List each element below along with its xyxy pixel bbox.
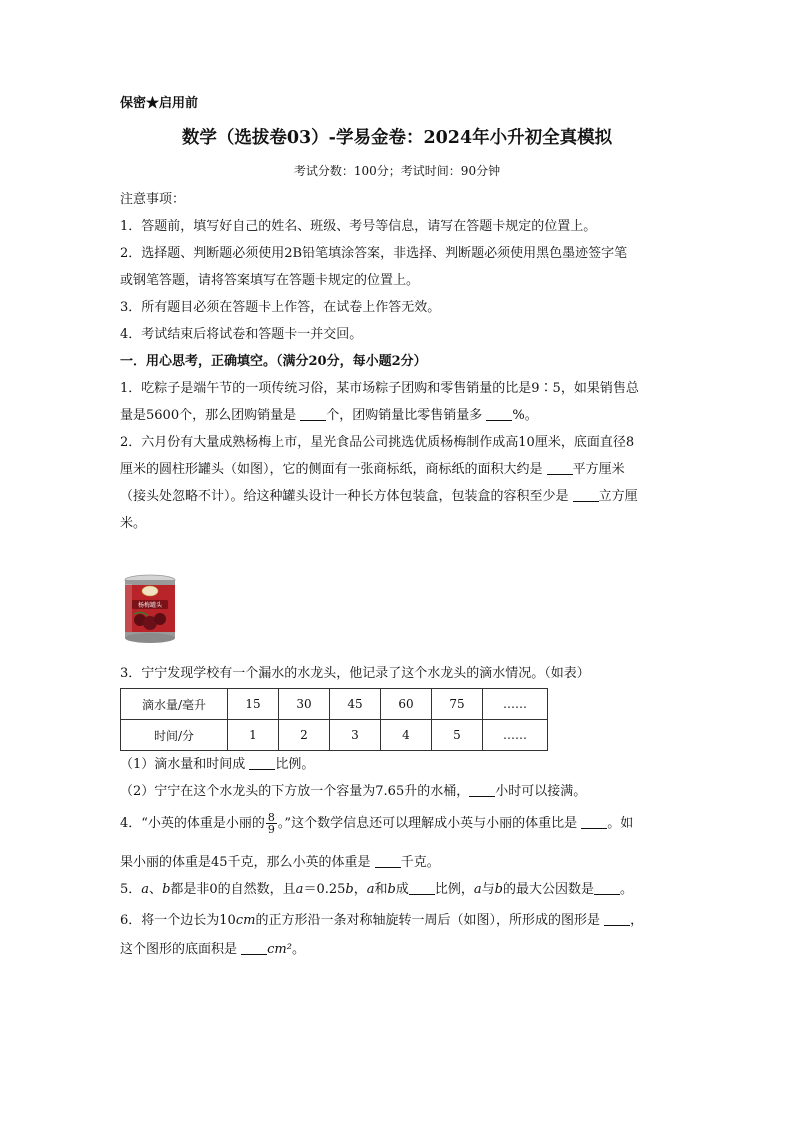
exam-title: 数学（选拔卷03）-学易金卷：2024年小升初全真模拟 <box>181 128 613 148</box>
q3-sub2: （2）宁宁在这个水龙头的下方放一个容量为7.65升的水桶， 小时可以接满。 <box>120 784 587 799</box>
table-row <box>121 720 548 751</box>
table-cell: 2 <box>279 720 330 751</box>
can-label: 杨梅罐头 <box>137 602 163 609</box>
q3-sub1: （1）滴水量和时间成 比例。 <box>120 757 315 772</box>
drip-table <box>120 688 548 751</box>
table-cell: 4 <box>381 720 432 751</box>
q1-line1: 1．吃粽子是端午节的一项传统习俗，某市场粽子团购和零售销量的比是9∶5，如果销售总 <box>120 381 639 396</box>
confidential-label: 保密★启用前 <box>120 96 199 111</box>
note-item: 2．选择题、判断题必须使用2B铅笔填涂答案，非选择、判断题必须使用黑色墨迹签字笔 <box>120 246 628 261</box>
table-cell: 75 <box>432 689 483 720</box>
exam-meta: 考试分数：100分；考试时间：90分钟 <box>293 164 501 178</box>
q2-line4: 米。 <box>120 516 147 531</box>
q6-line1: 6．将一个边长为10cm的正方形沿一条对称轴旋转一周后（如图），所形成的图形是 ， <box>120 913 644 928</box>
q2-line1: 2．六月份有大量成熟杨梅上市，星光食品公司挑选优质杨梅制作成高10厘米，底面直径8 <box>120 435 635 450</box>
table-cell: 时间/分 <box>121 720 228 751</box>
table-cell: 30 <box>279 689 330 720</box>
q4-line1: 4．“小英的体重是小丽的 $\frac{8}{9}$ 。”这个数学信息还可以理解成小英与小丽的体重比是 。如 <box>120 811 634 836</box>
answer-blank[interactable] <box>604 911 630 926</box>
note-item: 4．考试结束后将试卷和答题卡一并交回。 <box>120 327 363 342</box>
table-row <box>121 689 548 720</box>
section-heading: 一．用心思考，正确填空。（满分20分，每小题2分） <box>120 354 427 369</box>
q1-line2: 量是5600个，那么团购销量是 个，团购销量比零售销量多 %。 <box>120 408 538 423</box>
answer-blank[interactable] <box>409 880 435 895</box>
q2-line2: 厘米的圆柱形罐头（如图），它的侧面有一张商标纸，商标纸的面积大约是 平方厘米 <box>120 462 625 477</box>
table-cell: …… <box>483 689 548 720</box>
answer-blank[interactable] <box>249 755 275 770</box>
can-image <box>122 574 178 644</box>
table-cell: 15 <box>228 689 279 720</box>
answer-blank[interactable] <box>469 782 495 797</box>
table-cell: 滴水量/毫升 <box>121 689 228 720</box>
answer-blank[interactable] <box>581 814 607 829</box>
q6-line2: 这个图形的底面积是 cm²。 <box>120 942 305 957</box>
table-cell: …… <box>483 720 548 751</box>
table-cell: 3 <box>330 720 381 751</box>
table-cell: 1 <box>228 720 279 751</box>
q2-line3: （接头处忽略不计）。给这种罐头设计一种长方体包装盒，包装盒的容积至少是 立方厘 <box>120 489 638 504</box>
answer-blank[interactable] <box>375 853 401 868</box>
table-cell: 5 <box>432 720 483 751</box>
notes-heading: 注意事项： <box>120 192 186 207</box>
q3-intro: 3．宁宁发现学校有一个漏水的水龙头，他记录了这个水龙头的滴水情况。（如表） <box>120 666 590 681</box>
body-text <box>120 186 680 537</box>
note-item: 1．答题前，填写好自己的姓名、班级、考号等信息，请写在答题卡规定的位置上。 <box>120 219 597 234</box>
table-cell: 60 <box>381 689 432 720</box>
note-item: 或钢笔答题，请将答案填写在答题卡规定的位置上。 <box>120 273 420 288</box>
answer-blank[interactable] <box>486 406 512 421</box>
answer-blank[interactable] <box>573 487 599 502</box>
note-item: 3．所有题目必须在答题卡上作答，在试卷上作答无效。 <box>120 300 441 315</box>
q4-line2: 果小丽的体重是45千克，那么小英的体重是 千克。 <box>120 855 440 870</box>
answer-blank[interactable] <box>241 940 267 955</box>
fraction: $\frac{8}{9}$ <box>267 811 275 836</box>
table-cell: 45 <box>330 689 381 720</box>
answer-blank[interactable] <box>547 460 573 475</box>
q5-line: 5．a、b都是非0的自然数，且a＝0.25b，a和b成 比例，a与b的最大公因数是 。 <box>120 882 634 897</box>
answer-blank[interactable] <box>594 880 620 895</box>
answer-blank[interactable] <box>300 406 326 421</box>
